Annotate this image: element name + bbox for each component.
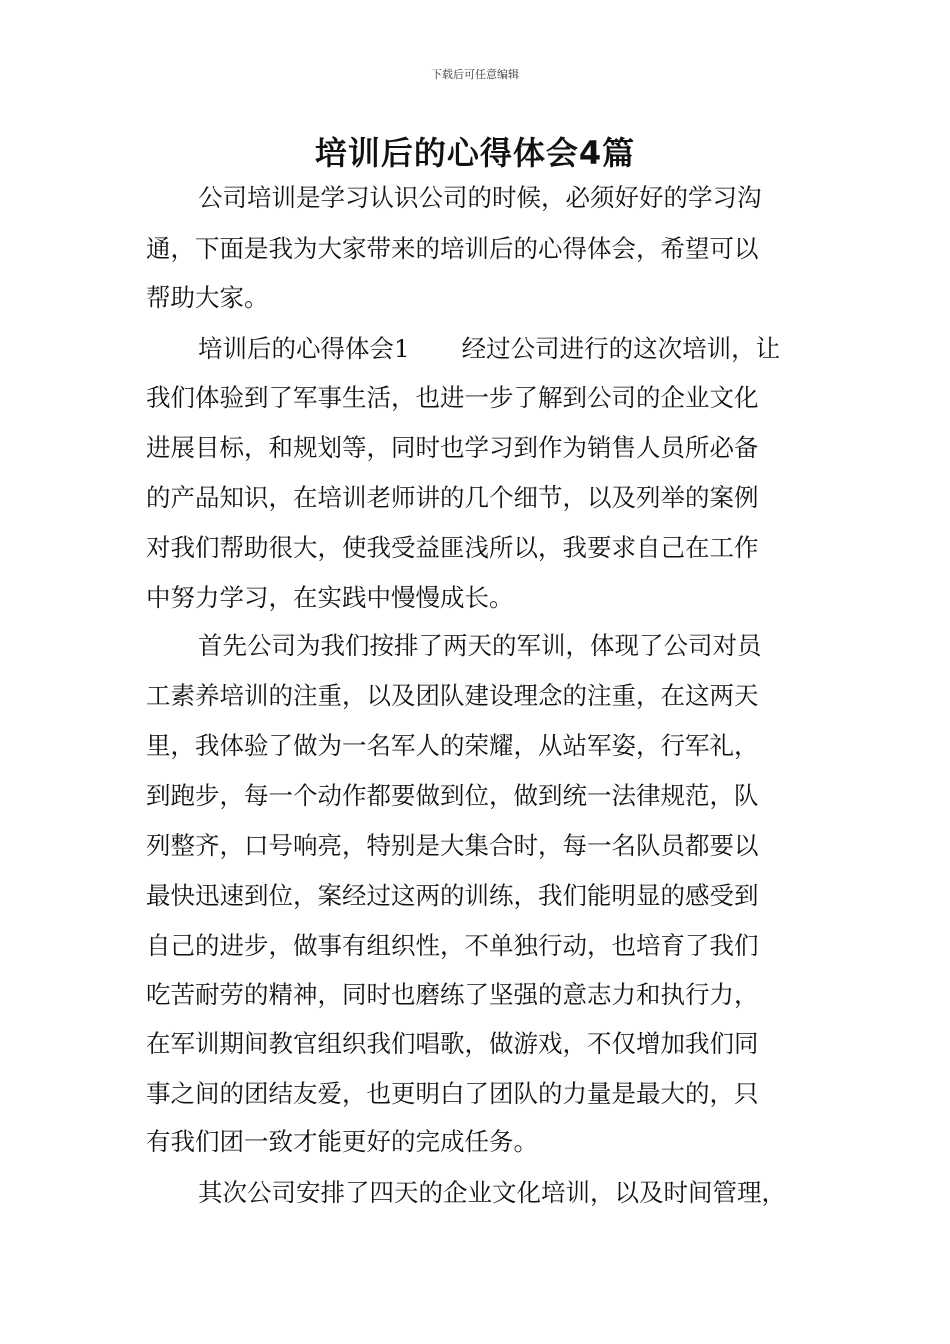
body-line: 有我们团一致才能更好的完成任务。	[146, 1127, 538, 1156]
body-line: 最快迅速到位，案经过这两的训练，我们能明显的感受到	[146, 881, 759, 910]
body-line: 吃苦耐劳的精神，同时也磨练了坚强的意志力和执行力，	[146, 980, 759, 1009]
body-line: 帮助大家。	[146, 283, 269, 312]
body-text: 经过公司进行的这次培训，让	[461, 334, 781, 363]
body-line: 里，我体验了做为一名军人的荣耀，从站军姿，行军礼，	[146, 731, 759, 760]
body-line: 通，下面是我为大家带来的培训后的心得体会，希望可以	[146, 234, 759, 263]
body-line: 我们体验到了军事生活，也进一步了解到公司的企业文化	[146, 383, 759, 412]
body-line: 工素养培训的注重，以及团队建设理念的注重，在这两天	[146, 681, 759, 710]
section-heading: 培训后的心得体会1	[198, 334, 410, 363]
body-line: 列整齐，口号响亮，特别是大集合时，每一名队员都要以	[146, 831, 759, 860]
body-line: 进展目标，和规划等，同时也学习到作为销售人员所必备	[146, 433, 759, 462]
body-line: 事之间的团结友爱，也更明白了团队的力量是最大的，只	[146, 1079, 759, 1108]
page-title: 培训后的心得体会4篇	[314, 134, 636, 172]
body-line: 中努力学习，在实践中慢慢成长。	[146, 583, 514, 612]
body-line: 的产品知识，在培训老师讲的几个细节，以及列举的案例	[146, 483, 759, 512]
body-line: 在军训期间教官组织我们唱歌，做游戏，不仅增加我们同	[146, 1029, 759, 1058]
body-line: 到跑步，每一个动作都要做到位，做到统一法律规范，队	[146, 781, 759, 810]
section-heading-line	[198, 334, 781, 363]
body-line: 自己的进步，做事有组织性，不单独行动，也培育了我们	[146, 931, 759, 960]
header-note: 下载后可任意编辑	[431, 68, 519, 81]
body-line: 首先公司为我们按排了两天的军训，体现了公司对员	[198, 631, 762, 660]
body-line: 其次公司安排了四天的企业文化培训，以及时间管理，	[198, 1178, 786, 1207]
body-line: 公司培训是学习认识公司的时候，必须好好的学习沟	[198, 183, 762, 212]
body-line: 对我们帮助很大，使我受益匪浅所以，我要求自己在工作	[146, 533, 759, 562]
